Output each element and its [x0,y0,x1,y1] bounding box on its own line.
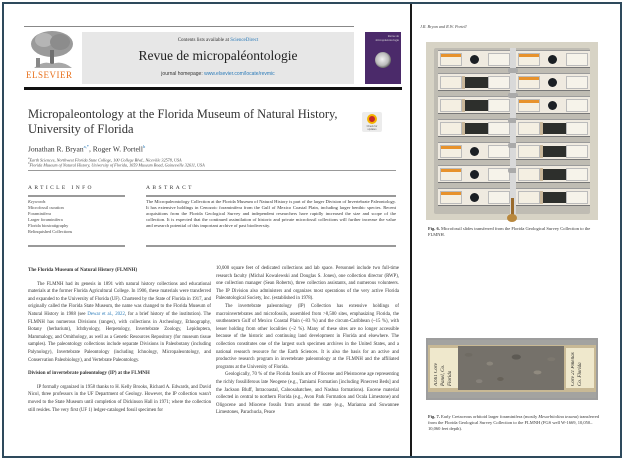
body-paragraph: IP formally organized in 1958 thanks to H. Kelly Brooks, Richard A. Edwards, and David Nicol, three professors in the UF Department of Geology. However, the IP collection wasn't moved to the State Museum until completion of Dickinson Hall in 1971; where the collection still resides. The very first (UF 1) ledger-cataloged fossil specimen for [28,384,211,413]
left-page [4,4,410,456]
check-for-updates-button[interactable] [362,112,382,132]
keyword: Florida biostratigraphy [28,223,69,228]
contents-prefix: Contents lists available at [177,38,231,43]
paragraph-text: , for a brief history of the institution). The FLMNH has numerous Divisions (ranges), with collections in Archeology, Ethnography, Botany (herbarium), Ichthyology, Herpetology, Invertebrate Zoology, Lepidoptera, Mammalogy, and Ornithology, as well as a Genetic Resources Repository (for museum tissue samples). The paleontology collections include separate Divisions in Paleobotany (including Palynology), Invertebrate Paleontology (including Ichnology, Micropaleontology, and Conservation Paleobiology), and Vertebrate Paleontology. [28,311,211,363]
slide [516,119,590,137]
slide [516,188,590,206]
slide [516,73,590,91]
figure-7-caption [428,414,600,432]
figure-label: Fig. 6. [428,226,440,231]
author-name[interactable]: Jonathan R. Bryan [28,144,84,154]
sample-label-right [566,348,594,388]
cover-title: Revue de micropaléontologie [375,34,399,42]
slide [438,50,512,68]
slide-frame-top [428,340,596,345]
cover-foraminifera-image [375,52,391,68]
header-top-rule [24,26,354,27]
contents-line [82,38,354,43]
right-page [412,4,620,456]
sciencedirect-link[interactable]: ScienceDirect [230,38,259,43]
slide [438,188,512,206]
slide [438,96,512,114]
affiliation-rule [28,170,396,171]
sample-label-text: Core 21 Pinellas Co. Florida [571,352,583,386]
abstract-bottom-rule [146,245,396,247]
running-head: J.R. Bryan and R.W. Portell [420,24,467,29]
figure-6-microfossil-slides [426,42,598,220]
section-heading: The Florida Museum of Natural History (FLMNH) [28,268,138,273]
authors-line [28,144,145,154]
body-paragraph: 10,000 square feet of dedicated collections and lab space. Personnel include two full-time research faculty (Michal Kowalewski and Douglas S. Jones), one collection director (RWP), one collection manager (Sean Roberts), three collection assistants, and numerous volunteers. The IP Division also administers and organizes most operations of the very active Florida Paleontological Society, Inc. (established in 1978). [216,266,399,302]
check-updates-icon [367,114,377,124]
header-bottom-rule [24,87,402,90]
caption-taxon: Mesorbitolina texana [538,414,578,419]
publisher-name: ELSEVIER [26,70,73,80]
author-name[interactable]: Roger W. Portell [92,144,143,154]
journal-cover-thumbnail [365,32,401,84]
body-column-1 [28,267,211,456]
check-updates-label: Check for updates [366,125,378,131]
keyword: Foraminifera [28,211,51,216]
affiliation-sup: b [28,161,30,165]
slide [438,73,512,91]
elsevier-tree-icon [28,30,76,70]
keywords-title: Keywords [28,199,46,204]
section-heading: Division of invertebrate paleontology (IP) at the FLMNH [28,371,150,377]
homepage-line [82,71,354,77]
keyword: Larger foraminifera [28,217,63,222]
slide-frame-bottom [428,392,596,398]
slide [516,96,590,114]
caption-text: Microfossil slides transferred from the Florida Geological Survey Collection to the FLMNH. [428,226,591,237]
slide [438,165,512,183]
keywords-list [28,199,72,235]
paragraph-text: The FLMNH had its genesis in 1891 with natural history collections and educational materials at the former Florida Agricultural College. In 1906, these materials were transferred and expanded to the University of Florida (UF). Chartered by the State of Florida in 1917, and originally called the Florida State Museum, the name was changed to the Florida Museum of Natural History in 1988 (see [28,281,211,317]
elsevier-logo [26,30,78,84]
journal-homepage-link[interactable]: www.elsevier.com/locate/revmic [204,71,275,77]
slide [516,142,590,160]
slide [438,142,512,160]
figure-6-caption [428,226,600,238]
journal-title: Revue de micropaléontologie [138,48,298,63]
affiliation-b [28,161,205,167]
article-info-heading: ARTICLE INFO [28,185,94,191]
keyword: Microfossil curation [28,205,64,210]
figure-7-foraminifera-sample [426,338,598,400]
affiliation-sup: a [28,156,30,160]
citation-link[interactable]: Dewar et al., 2022 [87,311,125,317]
slide-rail-left [438,50,512,210]
keyword: Relinquished Collections [28,229,73,234]
body-paragraph: The invertebrate paleontology (IP) Collection has extensive holdings of macroinvertebrates and microfossils, assembled from >8,500 sites, emphasizing Florida, the southeastern Gulf of Mexico Coastal Plain (~83 %) and the circum-Caribbean (~15 %), with lesser holding from other localities (~2 %). Many of these sites are no longer accessible because of the historic and continuing land development in Florida and elsewhere. The collection constitutes one of the largest such specimen archives in the United States, and a national research resource for the Earth Sciences. It is also the basis for an active and productive research program in invertebrate paleontology at the FLMNH and the affiliated programs at the University of Florida. [216,303,399,370]
journal-banner [82,32,354,84]
abstract-heading: ABSTRACT [146,185,194,191]
sample-label-left [430,348,458,388]
slide-cabinet [434,48,590,214]
author-affil-sup[interactable]: b [142,144,146,149]
article-title: Micropaleontology at the Florida Museum of Natural History, University of Florida [28,107,338,136]
slide [438,119,512,137]
affiliation-text: Earth Sciences, Northwest Florida State College, 100 College Blvd., Niceville 32578, USA [29,157,182,163]
figure-label: Fig. 7. [428,414,440,419]
author-separator: , [89,144,93,154]
caption-text: Early Cretaceous orbitoid larger foraminifera (mostly [441,414,539,419]
slide [516,50,590,68]
slide [516,165,590,183]
slide-rail-right [516,50,590,210]
body-column-2 [216,265,399,455]
author-affil-sup[interactable]: a,* [83,144,89,149]
body-paragraph: Geologically, 70 % of the Florida fossils are of Pliocene and Pleistocene age representing the richly fossiliferous late Neogene (e.g., Tamiami Formation [including Pinecrest Beds] and the Jackson Bluff, Intracoastal, Caloosahatchee, and Nashua formations). Eocene material collected in central to northern Florida (e.g., Avon Park Formation and Ocala Limestone) and Oligocene and Miocene fossils from around the state (e.g., Marianna and Suwannee Limestones, Parachucla, Peace [216,372,399,416]
body-paragraph [28,281,211,365]
article-info-bottom-rule [28,245,125,247]
foraminifera-rubble-image [458,346,564,390]
article-info-rule [28,195,125,197]
sample-label-text: A.661 Core Panel, Co. Florida [434,363,453,386]
homepage-prefix: journal homepage: [161,71,205,77]
abstract-text: The Micropaleontology Collection at the Florida Museum of Natural History is part of the larger Division of Invertebrate Paleontology. It has extensive holdings in Cenozoic foraminifera from the Gulf of Mexico Coastal Plain, including larger benthic species. Recent acquisitions from the Florida Geological Survey and independent researchers have rapidly increased the size and scope of the collection. It is expected that the continued assimilation of historic and private microfossil collections will further increase the value and research potential of this important archive of past biodiversity. [146,199,396,228]
cabinet-lock-tag [507,214,517,222]
affiliation-text: Florida Museum of Natural History, University of Florida, 1659 Museum Road, Gainesville 32611, USA [29,162,205,168]
abstract-rule [146,195,396,197]
caption-text: ) transferred from the Florida Geological Survey Collection to the FLMNH (FGS well W-1669, 10,050–10,060 feet depth). [428,414,600,431]
